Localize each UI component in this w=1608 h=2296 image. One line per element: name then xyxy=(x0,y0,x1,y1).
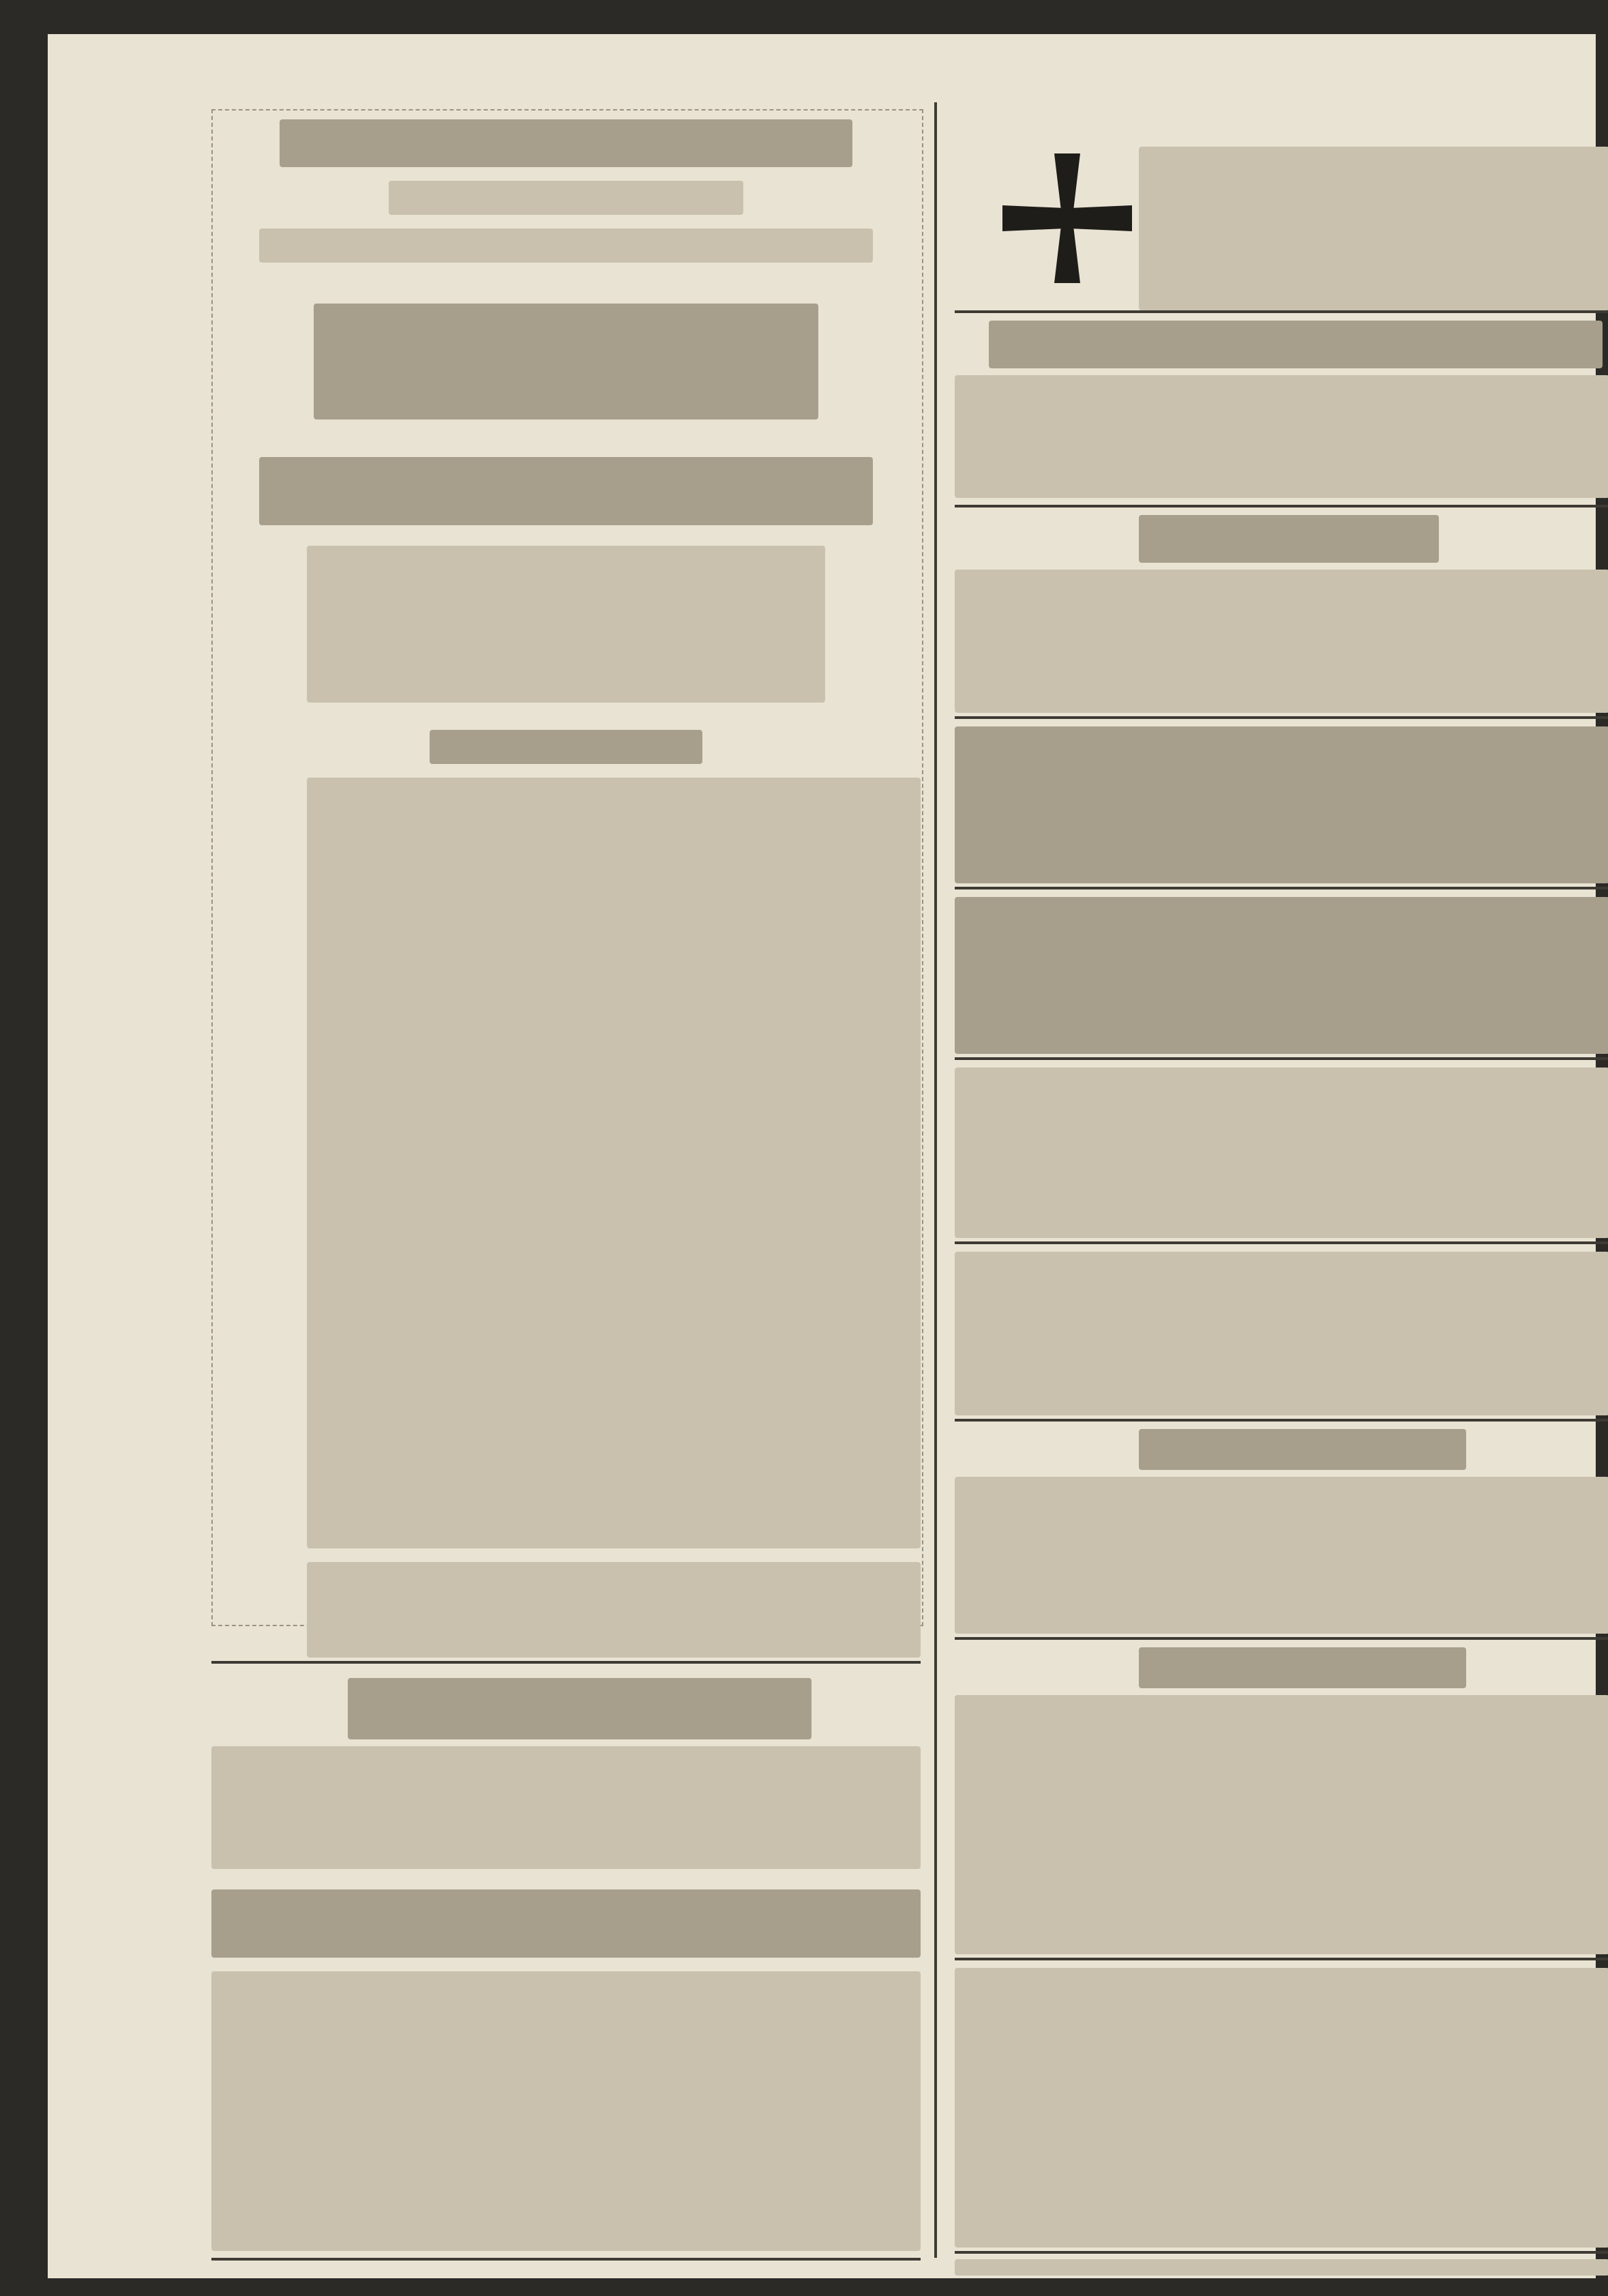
program-heading xyxy=(430,730,702,764)
newspaper-page xyxy=(48,34,1596,2278)
section-divider xyxy=(955,887,1608,889)
program-list xyxy=(307,778,921,1548)
section-divider xyxy=(955,505,1608,507)
section-divider xyxy=(955,1241,1608,1244)
potato-ad-heading xyxy=(348,1678,812,1739)
veterans-association-notice xyxy=(1139,147,1608,310)
section-divider xyxy=(955,2251,1608,2254)
performer-name xyxy=(259,457,873,525)
orpheus-notice xyxy=(955,570,1608,713)
section-divider xyxy=(955,1637,1608,1640)
birth-announcement-heading xyxy=(1139,1429,1466,1470)
capital-loan-ad xyxy=(211,1971,921,2251)
death-notice-text xyxy=(955,1695,1608,1954)
grand-dance-ad xyxy=(955,897,1608,1054)
concert-collaborators xyxy=(307,546,825,703)
death-notices-heading xyxy=(1139,1647,1466,1688)
section-divider xyxy=(211,2258,921,2261)
iron-cross-emblem xyxy=(1002,153,1132,283)
orpheus-heading xyxy=(1139,515,1439,563)
choral-society-heading xyxy=(989,321,1603,368)
potato-ad-text xyxy=(211,1746,921,1869)
birth-announcement-text xyxy=(955,1477,1608,1634)
harvest-dance-ad xyxy=(955,726,1608,883)
choral-society-text xyxy=(955,375,1608,498)
concert-date-heading xyxy=(280,119,852,167)
section-divider xyxy=(955,310,1608,313)
concert-title xyxy=(314,304,818,420)
section-divider xyxy=(955,1958,1608,1960)
ticket-information xyxy=(307,1562,921,1658)
publisher-imprint xyxy=(955,2259,1608,2276)
concert-time-line xyxy=(389,181,743,215)
concert-venue-line xyxy=(259,229,873,263)
second-death-notice xyxy=(955,1968,1608,2248)
section-divider xyxy=(211,1661,921,1664)
fire-tools-ad xyxy=(955,1252,1608,1415)
column-divider xyxy=(934,102,937,2258)
section-divider xyxy=(955,716,1608,719)
section-divider xyxy=(955,1419,1608,1422)
herring-ad xyxy=(211,1889,921,1958)
section-divider xyxy=(955,1057,1608,1060)
stoves-ad xyxy=(955,1068,1608,1238)
